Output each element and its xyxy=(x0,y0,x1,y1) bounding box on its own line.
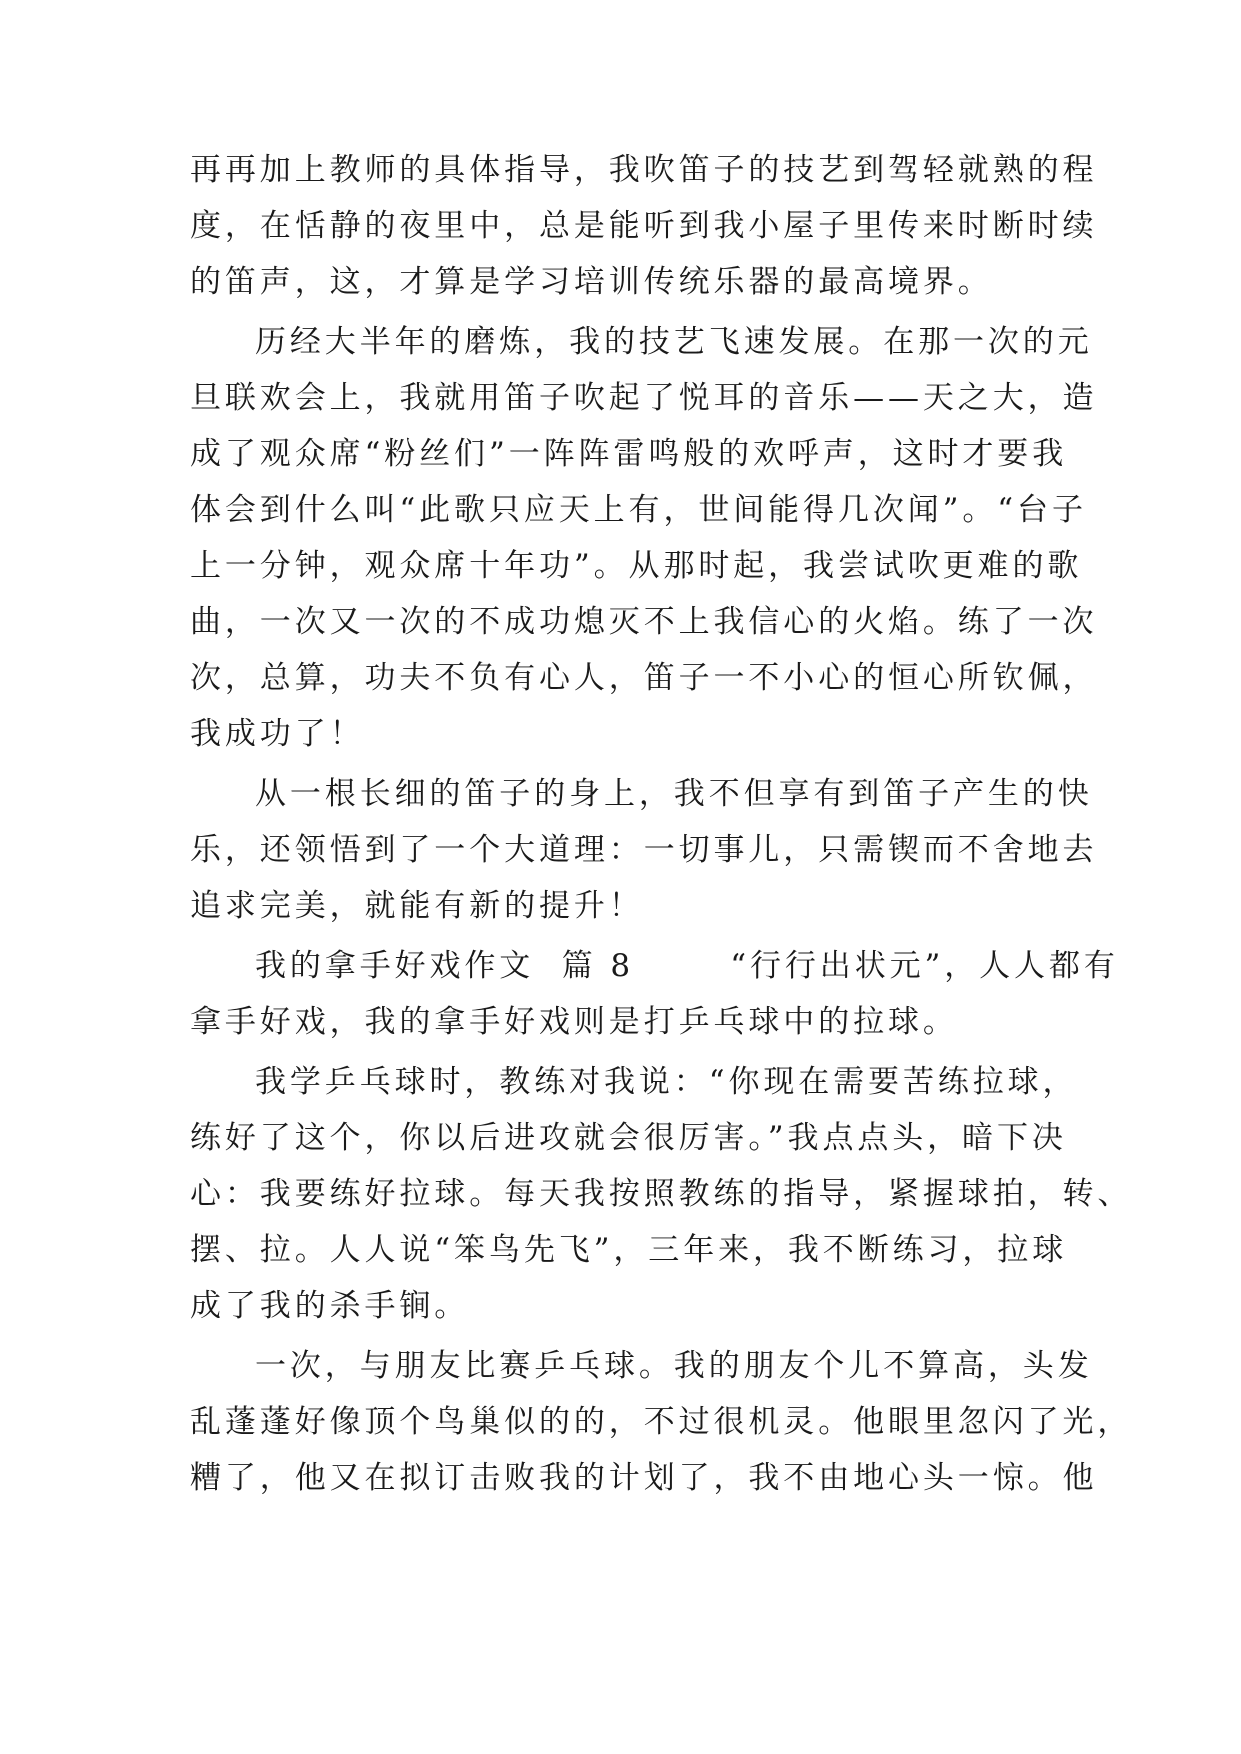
text-line: 乱蓬蓬好像顶个鸟巢似的的，不过很机灵。他眼里忽闪了光， xyxy=(190,1404,1133,1440)
text-line: 再再加上教师的具体指导，我吹笛子的技艺到驾轻就熟的程 xyxy=(190,152,1098,188)
text-line: 追求完美，就能有新的提升！ xyxy=(190,888,644,924)
text-line: 上一分钟，观众席十年功”。从那时起，我尝试吹更难的歌 xyxy=(190,548,1083,584)
text-line: 糟了，他又在拟订击败我的计划了，我不由地心头一惊。他 xyxy=(190,1460,1098,1496)
text-line: 从一根长细的笛子的身上，我不但享有到笛子产生的快 xyxy=(255,776,1093,812)
text-line: 历经大半年的磨炼，我的技艺飞速发展。在那一次的元 xyxy=(255,324,1093,360)
text-line: 我学乒乓球时，教练对我说：“你现在需要苦练拉球， xyxy=(255,1064,1078,1100)
text-line: 练好了这个，你以后进攻就会很厉害。”我点点头，暗下决 xyxy=(190,1120,1067,1156)
text-line: 我成功了！ xyxy=(190,716,365,752)
section-heading-line: 我的拿手好戏作文 篇 8 “行行出状元”，人人都有 xyxy=(255,948,1119,984)
text-line: 拿手好戏，我的拿手好戏则是打乒乓球中的拉球。 xyxy=(190,1004,958,1040)
text-line: 心：我要练好拉球。每天我按照教练的指导，紧握球拍，转、 xyxy=(190,1176,1133,1212)
text-line: 乐，还领悟到了一个大道理：一切事儿，只需锲而不舍地去 xyxy=(190,832,1098,868)
text-line: 曲，一次又一次的不成功熄灭不上我信心的火焰。练了一次 xyxy=(190,604,1098,640)
text-line: 成了我的杀手锏。 xyxy=(190,1288,470,1324)
text-line: 次，总算，功夫不负有心人，笛子一不小心的恒心所钦佩， xyxy=(190,660,1098,696)
text-line: 一次，与朋友比赛乒乓球。我的朋友个儿不算高，头发 xyxy=(255,1348,1093,1384)
text-line: 摆、拉。人人说“笨鸟先飞”，三年来，我不断练习，拉球 xyxy=(190,1232,1068,1268)
text-line: 体会到什么叫“此歌只应天上有，世间能得几次闻”。“台子 xyxy=(190,492,1087,528)
text-line: 度，在恬静的夜里中，总是能听到我小屋子里传来时断时续 xyxy=(190,208,1098,244)
text-line: 的笛声，这，才算是学习培训传统乐器的最高境界。 xyxy=(190,264,993,300)
text-line: 旦联欢会上，我就用笛子吹起了悦耳的音乐——天之大，造 xyxy=(190,380,1098,416)
text-line: 成了观众席“粉丝们”一阵阵雷鸣般的欢呼声，这时才要我 xyxy=(190,436,1068,472)
